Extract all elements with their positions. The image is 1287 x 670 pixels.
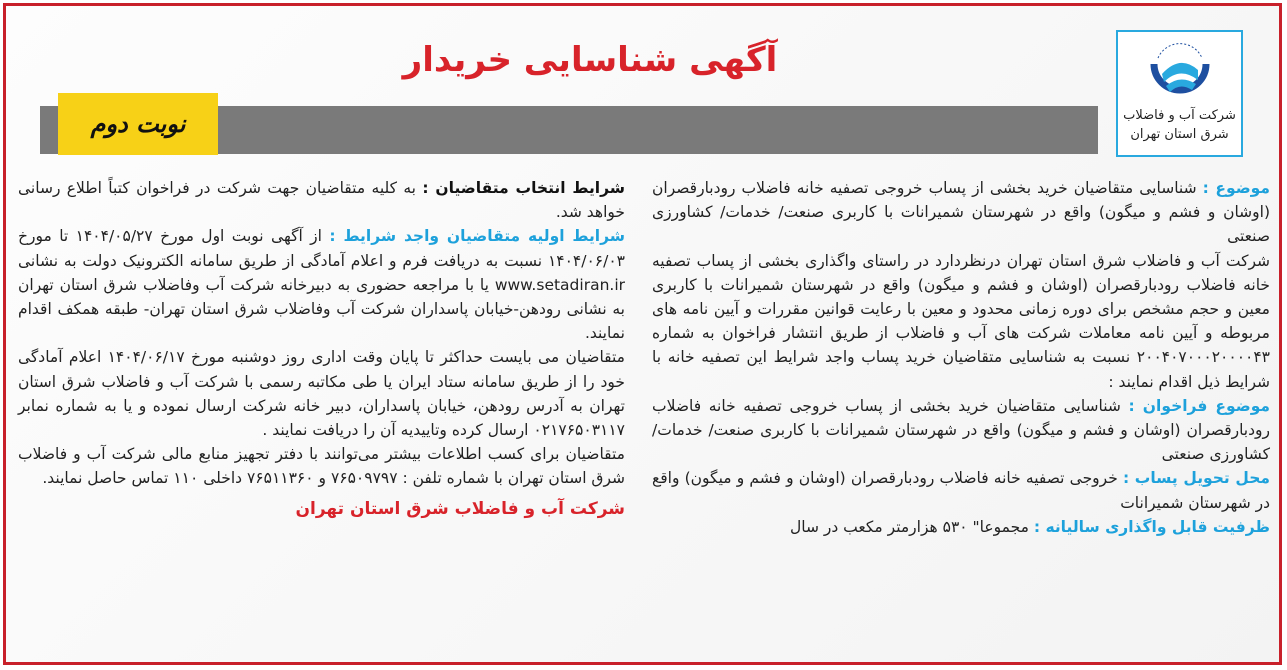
contact-paragraph: متقاضیان برای کسب اطلاعات بیشتر می‌توانند با دفتر تجهیز منابع مالی شرکت آب و فاضلاب شرق استان تهران با شماره تلفن : ۷۶۵۰۹۷۹۷ و ۷۶۵۱۱۳۶۰ داخلی ۱۱۰ تماس حاصل نمایند. xyxy=(18,445,625,488)
ad-title: آگهی شناسایی خریدار xyxy=(402,40,778,80)
intro-paragraph: شرکت آب و فاضلاب شرق استان تهران درنظردارد در راستای واگذاری بخشی از پساب تصفیه خانه فاضلاب رودبارقصران (اوشان و فشم و میگون) واقع در شهرستان شمیرانات با کاربری معین و حجم مشخص برای دوره زمانی محدود و معین با رعایت قوانین مقررات و آیین نامه های مربوطه و آیین نامه معاملات شرکت های آب و فاضلاب از طریق انتشار فراخوان به شماره ۲۰۰۴۰۷۰۰۰۲۰۰۰۰۴۳ نسبت به شناسایی متقاضیان خرید پساب واجد شرایط این تصفیه خانه با شرایط ذیل اقدام نمایند : xyxy=(652,251,1270,391)
deadline-paragraph: متقاضیان می بایست حداکثر تا پایان وقت اداری روز دوشنبه مورخ ۱۴۰۴/۰۶/۱۷ اعلام آمادگی خود را از طریق سامانه ستاد ایران یا طی مکاتبه رسمی با شرکت آب و فاضلاب شرق استان تهران به آدرس رودهن، خیابان پاسداران، دبیر خانه شرکت ارسال نموده و یا به شماره نمابر ۰۲۱۷۶۵۰۳۱۱۷ ارسال کرده وتاییدیه آن را دریافت نمایند . xyxy=(18,348,625,440)
capacity-text: مجموعا" ۵۳۰ هزارمتر مکعب در سال xyxy=(789,517,1034,536)
subject-paragraph xyxy=(652,176,1270,249)
subject-label: موضوع : xyxy=(1202,179,1270,197)
delivery-paragraph xyxy=(652,466,1270,514)
delivery-text: خروجی تصفیه خانه فاضلاب رودبارقصران (اوشان و فشم و میگون) واقع در شهرستان شمیرانات xyxy=(652,469,1270,512)
capacity-label: ظرفیت قابل واگذاری سالیانه : xyxy=(1033,517,1270,536)
selection-text: به کلیه متقاضیان جهت شرکت در فراخوان کتباً اطلاع رسانی خواهد شد. xyxy=(18,179,625,222)
eligibility-label: شرایط اولیه متقاضیان واجد شرایط : xyxy=(329,227,626,246)
selection-label: شرایط انتخاب متقاضیان : xyxy=(422,179,625,197)
subject-text: شناسایی متقاضیان خرید بخشی از پساب خروجی تصفیه خانه فاضلاب رودبارقصران (اوشان و فشم و میگون) واقع در شهرستان شمیرانات با کاربری صنعت/ خدمات/ کشاورزی صنعتی xyxy=(652,179,1270,246)
call-subject-text: شناسایی متقاضیان خرید بخشی از پساب خروجی تصفیه خانه فاضلاب رودبارقصران (اوشان و فشم و میگون) واقع در شهرستان شمیرانات با کاربری صنعت/ خدمات/ کشاورزی صنعتی xyxy=(652,396,1270,464)
call-subject-label: موضوع فراخوان : xyxy=(1128,396,1271,415)
company-logo xyxy=(1116,30,1243,157)
right-column xyxy=(652,176,1270,539)
left-column xyxy=(18,176,625,521)
signature: شرکت آب و فاضلاب شرق استان تهران xyxy=(295,498,625,519)
round-badge: نوبت دوم xyxy=(58,93,218,155)
water-drop-logo-icon xyxy=(1148,40,1212,102)
selection-paragraph xyxy=(18,176,625,224)
logo-line-1: شرکت آب و فاضلاب xyxy=(1123,108,1236,123)
delivery-label: محل تحویل پساب : xyxy=(1122,469,1270,488)
eligibility-text: از آگهی نوبت اول مورخ ۱۴۰۴/۰۵/۲۷ تا مورخ ۱۴۰۴/۰۶/۰۳ نسبت به دریافت فرم و اعلام آمادگی از طریق سامانه الکترونیک دولت به نشانی www.setadiran.ir یا با مراجعه حضوری به دبیرخانه شرکت آب وفاضلاب شرق استان تهران به نشانی رودهن-خیابان پاسداران شرکت آب وفاضلاب شرق استان تهران- طبقه همکف اقدام نمایند. xyxy=(18,227,625,343)
eligibility-paragraph xyxy=(18,224,625,345)
call-subject-paragraph xyxy=(652,394,1270,467)
logo-line-2: شرق استان تهران xyxy=(1130,127,1229,142)
capacity-paragraph xyxy=(652,515,1270,539)
